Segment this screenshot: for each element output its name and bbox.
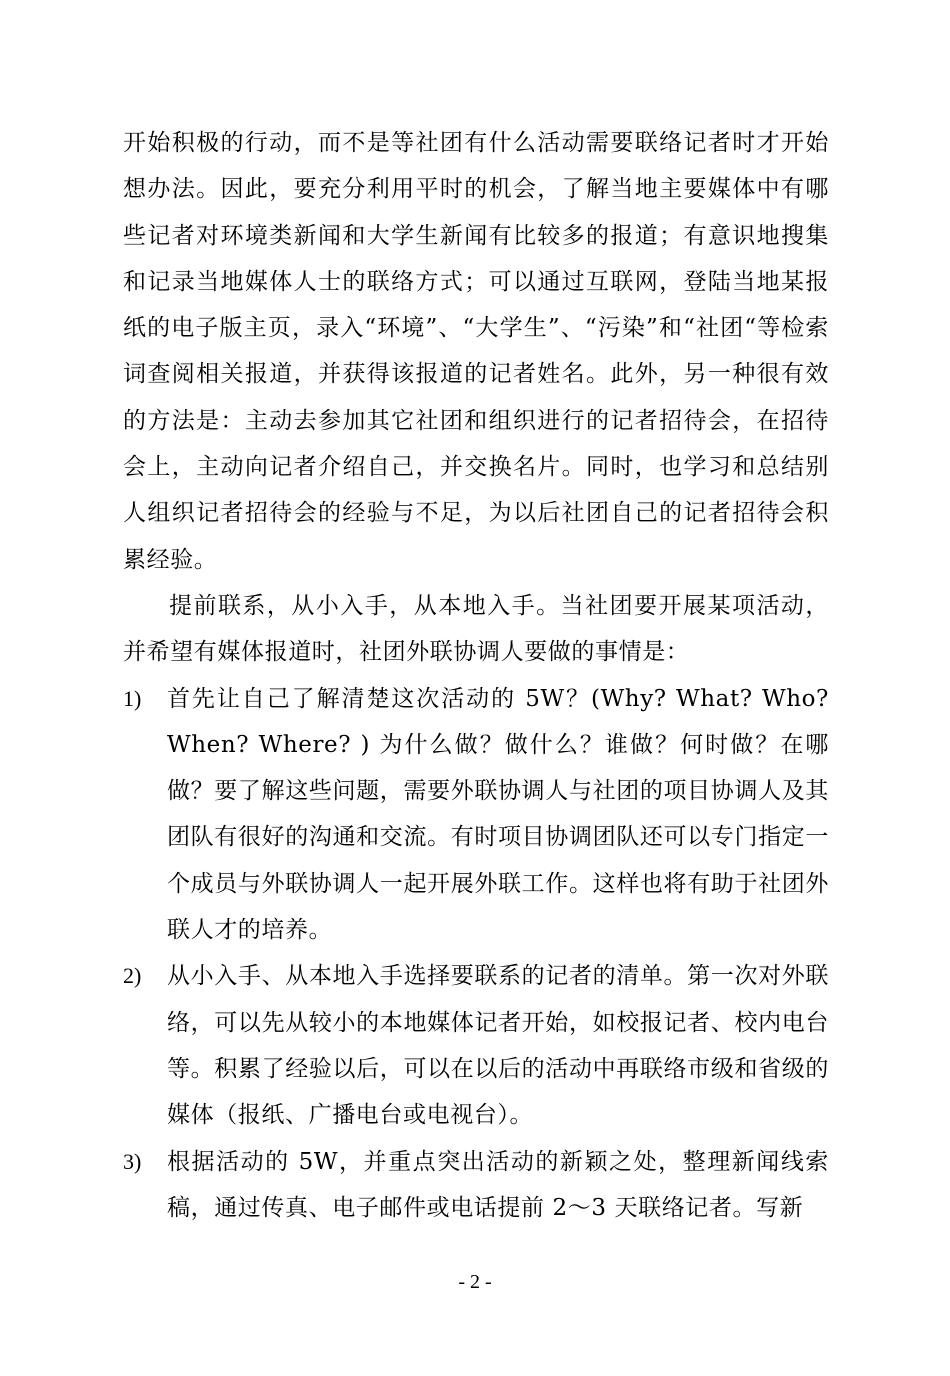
list-item	[123, 953, 829, 1138]
list-item-text: 根据活动的 5W，并重点突出活动的新颖之处，整理新闻线索稿，通过传真、电子邮件或电话提前 2～3 天联络记者。写新	[167, 1148, 829, 1221]
list-item-text: 首先让自己了解清楚这次活动的 5W？(Why? What? Who? When? Where? ) 为什么做？做什么？谁做？何时做？在哪做？要了解这些问题，需要外联协调人与社团的项目协调人及其团队有很好的沟通和交流。有时项目协调团队还可以专门指定一个成员与外联协调人一起开展外联工作。这样也将有助于社团外联人才的培养。	[167, 685, 829, 944]
body-paragraph-2: 提前联系，从小入手，从本地入手。当社团要开展某项活动，并希望有媒体报道时，社团外联协调人要做的事情是：	[123, 592, 829, 666]
list-item-number: 2)	[123, 963, 142, 989]
page-number: - 2 -	[458, 1271, 492, 1293]
list-item-number: 1)	[123, 685, 142, 711]
list-item-text: 从小入手、从本地入手选择要联系的记者的清单。第一次对外联络，可以先从较小的本地媒体记者开始，如校报记者、校内电台等。积累了经验以后，可以在以后的活动中再联络市级和省级的媒体（报纸、广播电台或电视台）。	[167, 963, 829, 1129]
body-paragraph-1: 开始积极的行动，而不是等社团有什么活动需要联络记者时才开始想办法。因此，要充分利用平时的机会，了解当地主要媒体中有哪些记者对环境类新闻和大学生新闻有比较多的报道；有意识地搜集和记录当地媒体人士的联络方式；可以通过互联网，登陆当地某报纸的电子版主页，录入“环境”、“大学生”、“污染”和“社团“等检索词查阅相关报道，并获得该报道的记者姓名。此外，另一种很有效的方法是：主动去参加其它社团和组织进行的记者招待会，在招待会上，主动向记者介绍自己，并交换名片。同时，也学习和总结别人组织记者招待会的经验与不足，为以后社团自己的记者招待会积累经验。	[123, 130, 829, 573]
document-page	[123, 120, 829, 1231]
list-item	[123, 676, 829, 954]
list-item-number: 3)	[123, 1148, 142, 1174]
list-item	[123, 1139, 829, 1232]
numbered-list	[123, 676, 829, 1232]
